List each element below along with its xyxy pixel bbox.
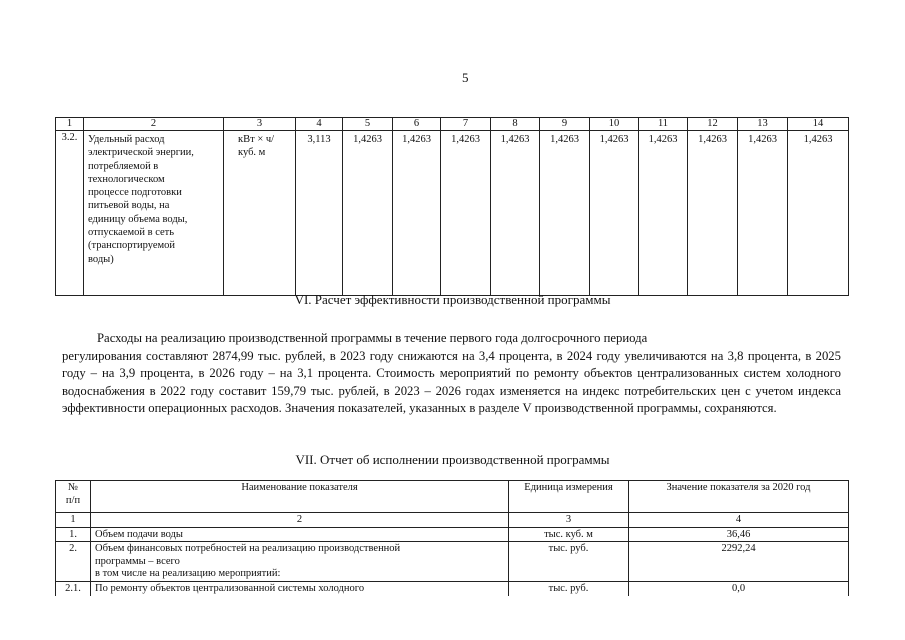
section-paragraph (62, 330, 841, 418)
value-cell: 1,4263 (441, 131, 491, 296)
unit-cell: тыс. руб. (509, 582, 629, 596)
text-line: кВт × ч/ (238, 134, 275, 145)
column-number: 5 (343, 118, 393, 131)
value-cell: 1,4263 (343, 131, 393, 296)
row-number: 2.1. (56, 582, 91, 596)
column-number: 9 (540, 118, 590, 131)
value-cell: 36,46 (629, 527, 849, 542)
column-number: 8 (491, 118, 540, 131)
column-number: 2 (91, 513, 509, 528)
indicators-table (55, 117, 849, 296)
report-table (55, 480, 849, 596)
header-number (56, 481, 91, 513)
header-unit: Единица измерения (509, 481, 629, 513)
column-number: 10 (590, 118, 639, 131)
value-cell: 3,113 (296, 131, 343, 296)
column-number: 4 (629, 513, 849, 528)
text-line: куб. м (238, 147, 266, 159)
value-cell: 1,4263 (590, 131, 639, 296)
unit-cell (224, 131, 296, 296)
value-cell: 2292,24 (629, 542, 849, 582)
column-number: 1 (56, 513, 91, 528)
unit-cell: тыс. руб. (509, 542, 629, 582)
value-cell: 1,4263 (540, 131, 590, 296)
table-header-row (56, 118, 849, 131)
text-line: потребляемой в (88, 160, 159, 172)
text-line: программы – всего (95, 555, 180, 567)
text-line: воды) (88, 253, 114, 265)
column-number: 2 (84, 118, 224, 131)
column-number-row (56, 513, 849, 528)
column-number: 7 (441, 118, 491, 131)
header-name: Наименование показателя (91, 481, 509, 513)
column-number: 1 (56, 118, 84, 131)
indicator-name: По ремонту объектов централизованной системы холодного (91, 582, 509, 596)
value-cell: 0,0 (629, 582, 849, 596)
column-number: 14 (788, 118, 849, 131)
unit-cell: тыс. куб. м (509, 527, 629, 542)
row-number: 3.2. (56, 131, 84, 296)
column-number: 11 (639, 118, 688, 131)
indicator-name (84, 131, 224, 296)
text-line: отпускаемой в сеть (88, 227, 175, 239)
table-row (56, 131, 849, 296)
text-line: Удельный расход (88, 134, 165, 145)
text-line: № (67, 482, 79, 493)
text-line: единицу объема воды, (88, 213, 188, 225)
text-line: п/п (65, 494, 81, 506)
section-heading: VII. Отчет об исполнении производственной программы (295, 452, 610, 467)
text-line: процессе подготовки (88, 187, 182, 199)
indicator-name (91, 542, 509, 582)
table-row (56, 582, 849, 596)
page-number: 5 (462, 70, 469, 85)
column-number: 13 (738, 118, 788, 131)
paragraph-first-line: Расходы на реализацию производственной программы в течение первого года долгосрочного периода (97, 331, 648, 345)
text-line: технологическом (88, 173, 165, 185)
section-heading: VI. Расчет эффективности производственной программы (294, 292, 611, 307)
column-number: 6 (393, 118, 441, 131)
value-cell: 1,4263 (393, 131, 441, 296)
indicator-name: Объем подачи воды (91, 527, 509, 542)
text-line: электрической энергии, (88, 147, 194, 159)
value-cell: 1,4263 (491, 131, 540, 296)
column-number: 4 (296, 118, 343, 131)
text-line: (транспортируемой (88, 240, 175, 252)
value-cell: 1,4263 (738, 131, 788, 296)
column-number: 3 (224, 118, 296, 131)
header-value: Значение показателя за 2020 год (629, 481, 849, 513)
table-row (56, 527, 849, 542)
value-cell: 1,4263 (639, 131, 688, 296)
text-line: питьевой воды, на (88, 200, 170, 212)
text-line: Объем финансовых потребностей на реализацию производственной (95, 543, 401, 554)
text-line: в том числе на реализацию мероприятий: (95, 568, 281, 579)
table-row (56, 542, 849, 582)
row-number: 1. (56, 527, 91, 542)
column-number: 3 (509, 513, 629, 528)
value-cell: 1,4263 (788, 131, 849, 296)
column-number: 12 (688, 118, 738, 131)
row-number: 2. (56, 542, 91, 582)
paragraph-text: регулирования составляют 2874,99 тыс. рублей, в 2023 году снижаются на 3,4 процента, в 2024 году увеличиваются на 3,8 процента, в 2025 году – на 3,9 процента, в 2026 году – на 3,1 процента. Стоимость мероприятий по ремонту объектов централизованных систем холодного водоснабжения в 2022 году составит 159,79 тыс. рублей, в 2023 – 2026 годах изменяется на индекс потребительских цен с учетом индекса эффективности операционных расходов. Значения показателей, указанных в разделе V производственной программы, сохраняются. (62, 348, 841, 415)
table-header-row (56, 481, 849, 513)
value-cell: 1,4263 (688, 131, 738, 296)
